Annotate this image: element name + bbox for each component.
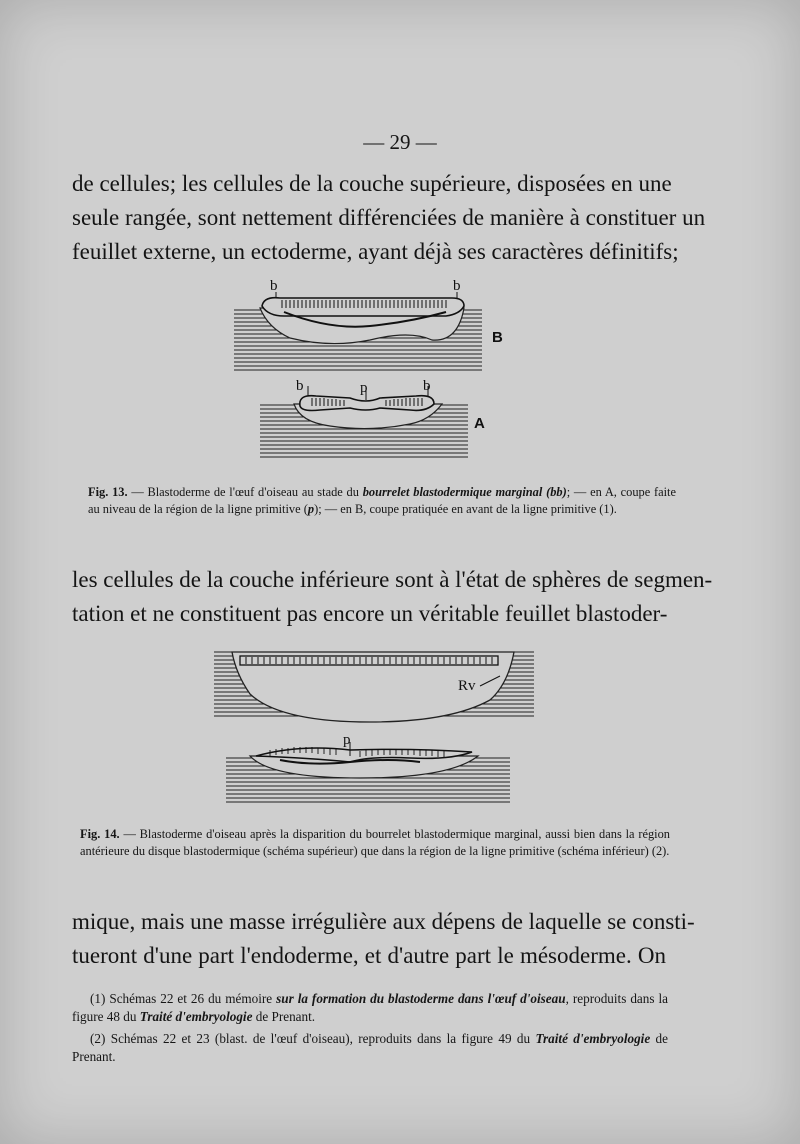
- figure-13-label-b2-right: b: [423, 378, 431, 394]
- caption-italic: p: [307, 502, 315, 516]
- text-line: mique, mais une masse irrégulière aux dépens de laquelle se consti-: [72, 909, 695, 934]
- footnote-marker: (1): [90, 991, 106, 1006]
- footnote-text: Schémas 22 et 26 du mémoire: [105, 991, 277, 1006]
- footnote-text: Schémas 22 et 23 (blast. de l'œuf d'oiseau), reproduits dans la figure 49 du: [105, 1031, 536, 1046]
- footnote-text: de Prenant.: [252, 1009, 316, 1024]
- footnote-text: , reproduits dans la figure 48 du: [72, 991, 668, 1024]
- page-number: — 29 —: [363, 130, 437, 154]
- text-line: de cellules; les cellules de la couche supérieure, disposées en une: [72, 171, 672, 196]
- caption-text: ); — en B, coupe pratiquée en avant de la ligne primitive (1).: [314, 502, 617, 516]
- footnote-marker: (2): [90, 1031, 106, 1046]
- caption-text: ; — en A, coupe faite au niveau de la région de la ligne primitive (: [88, 485, 676, 516]
- footnote-italic: Traité d'embryologie: [535, 1031, 651, 1046]
- figure-13-label-b-right: b: [453, 278, 461, 294]
- caption-text: — Blastoderme de l'œuf d'oiseau au stade du: [127, 485, 363, 499]
- figure-13-label-B: B: [492, 329, 503, 346]
- figure-13-label-b2-left: b: [296, 378, 304, 394]
- text-line: tueront d'une part l'endoderme, et d'autre part le mésoderme. On: [72, 943, 666, 968]
- footnote-2: [72, 1030, 668, 1066]
- text-line: tation et ne constituent pas encore un véritable feuillet blastoder-: [72, 601, 668, 626]
- figure-13-label-p: p: [360, 380, 368, 396]
- text-line: seule rangée, sont nettement différenciées de manière à constituer un: [72, 205, 706, 230]
- footnote-1: [72, 990, 668, 1026]
- figure-14-label-p: p: [343, 732, 351, 748]
- figure-14-caption: [80, 826, 670, 860]
- footnote-text: de Prenant.: [72, 1031, 669, 1064]
- figure-13-diagram: [220, 270, 520, 465]
- figure-14-label: Fig. 14.: [80, 827, 120, 841]
- figure-14-label-Rv: Rv: [458, 678, 476, 694]
- caption-text: — Blastoderme d'oiseau après la disparition du bourrelet blastodermique marginal, aussi bien dans la région antérieure du disque blastodermique (schéma supérieur) que dans la région de la ligne primitive (schéma inférieur) (2).: [80, 827, 671, 858]
- figure-13-caption: [88, 484, 676, 518]
- figure-14-diagram: [210, 644, 540, 814]
- footnote-italic: sur la formation du blastoderme dans l'œuf d'oiseau: [276, 991, 566, 1006]
- caption-italic: bourrelet blastodermique marginal (bb): [362, 485, 567, 499]
- figure-13-label: Fig. 13.: [88, 485, 128, 499]
- figure-13-label-b-left: b: [270, 278, 278, 294]
- footnote-italic: Traité d'embryologie: [139, 1009, 253, 1024]
- figure-13-label-A: A: [474, 415, 485, 432]
- text-line: les cellules de la couche inférieure sont à l'état de sphères de segmen-: [72, 567, 713, 592]
- text-line: feuillet externe, un ectoderme, ayant déjà ses caractères définitifs;: [72, 239, 679, 264]
